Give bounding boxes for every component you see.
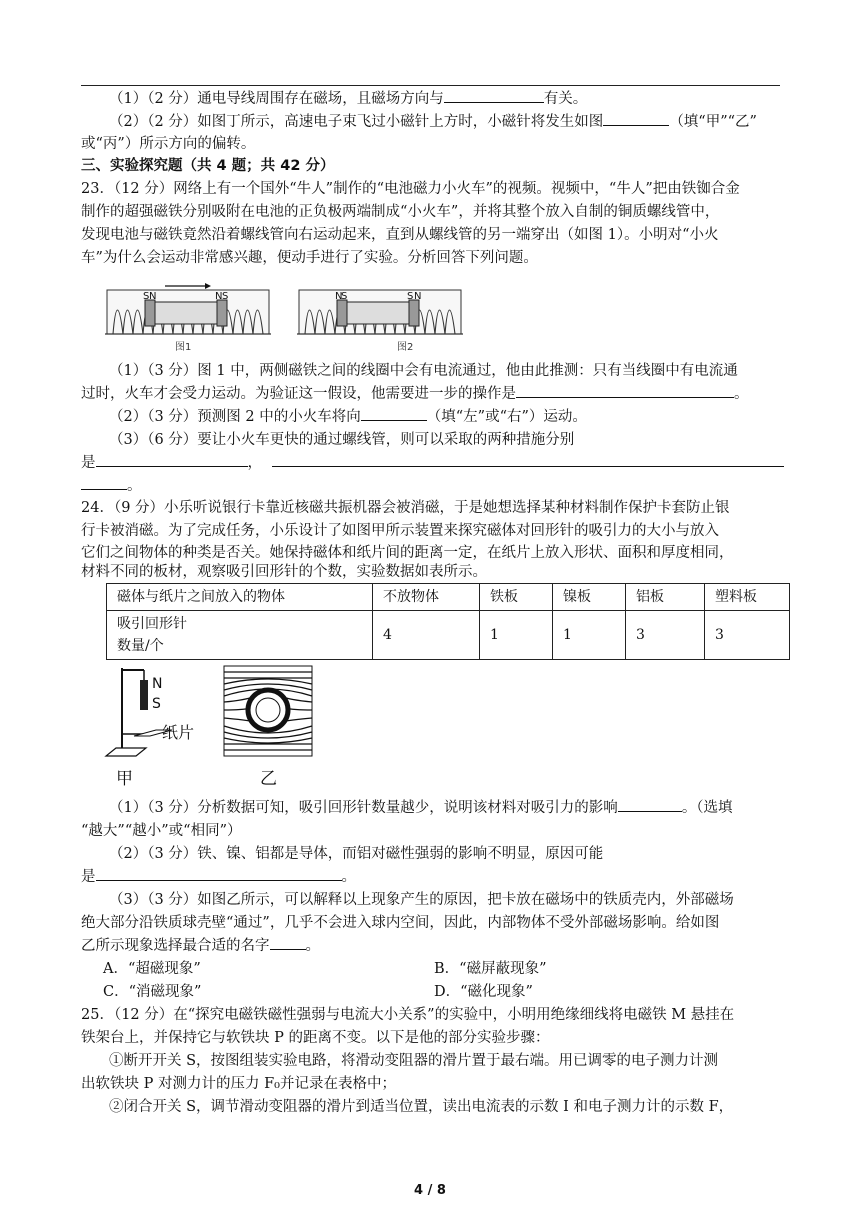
q24-part3-text: 乙所示现象选择最合适的名字 bbox=[81, 938, 270, 954]
q22-part1-text: （1）（2 分）通电导线周围存在磁场，且磁场方向与 bbox=[109, 91, 444, 107]
q22-part2 bbox=[81, 111, 757, 134]
q22-part2-tail: （填“甲”“乙” bbox=[669, 114, 757, 130]
solenoid-figures bbox=[105, 282, 465, 354]
section-title: 三、实验探究题（共 4 题；共 42 分） bbox=[81, 158, 335, 174]
q25-intro-1: 25．（12 分）在“探究电磁铁磁性强弱与电流大小关系”的实验中，小明用绝缘细线将电磁铁 M 悬挂在 bbox=[81, 1007, 735, 1023]
fig1-right-magnet-s: S bbox=[222, 291, 229, 302]
q23-intro-3: 发现电池与磁铁竟然沿着螺线管向右运动起来，直到从螺线管的另一端穿出（如图 1）。小明对“小火 bbox=[81, 227, 719, 243]
q23-answer-blank-3[interactable] bbox=[96, 452, 248, 467]
q25-step1-line2: 出软铁块 P 对测力计的压力 F₀并记录在表格中； bbox=[81, 1076, 396, 1092]
q23-answer-blank-4[interactable] bbox=[272, 452, 784, 467]
table-header-cell: 磁体与纸片之间放入的物体 bbox=[107, 584, 373, 611]
table-header-cell: 塑料板 bbox=[705, 584, 790, 611]
figure-1 bbox=[105, 283, 271, 353]
table-header-cell: 镍板 bbox=[553, 584, 626, 611]
q23-part3-line1: （3）（6 分）要让小火车更快的通过螺线管，则可以采取的两种措施分别 bbox=[109, 432, 575, 448]
page-number: 4 / 8 bbox=[414, 1183, 446, 1198]
fig1-left-magnet-s: S bbox=[143, 291, 150, 302]
q23-part1-text: （1）（3 分）图 1 中，两侧磁铁之间的线圈中会有电流通过，他由此推测：只有当线圈中有电流通 bbox=[109, 363, 738, 379]
figure-yi bbox=[222, 664, 314, 788]
q23-answer-blank-1[interactable] bbox=[516, 383, 734, 398]
q24-part2-prefix: 是 bbox=[81, 869, 96, 885]
q24-part3-period: 。 bbox=[305, 938, 320, 954]
figure-2 bbox=[297, 290, 463, 353]
q23-answer-blank-2[interactable] bbox=[361, 406, 427, 421]
q24-answer-blank-3[interactable] bbox=[270, 935, 306, 950]
q23-part2-text: （2）（3 分）预测图 2 中的小火车将向 bbox=[109, 409, 361, 425]
table-cell: 3 bbox=[705, 611, 790, 660]
q24-part3-line1: （3）（3 分）如图乙所示，可以解释以上现象产生的原因，把卡放在磁场中的铁质壳内，外部磁场 bbox=[109, 892, 734, 908]
option-d[interactable]: D．“磁化现象” bbox=[434, 984, 533, 1000]
header-rule bbox=[81, 85, 780, 86]
q23-part3-comma: ， bbox=[247, 455, 262, 471]
q25-step2-line1: ②闭合开关 S，调节滑动变阻器的滑片到适当位置，读出电流表的示数 I 和电子测力计的示数 F， bbox=[109, 1099, 734, 1115]
q24-intro-1: 24．（9 分）小乐听说银行卡靠近核磁共振机器会被消磁，于是她想选择某种材料制作保护卡套防止银 bbox=[81, 500, 730, 516]
q24-part1 bbox=[81, 797, 733, 820]
table-header-cell: 铝板 bbox=[626, 584, 705, 611]
row-label-line-2: 数量/个 bbox=[117, 638, 164, 654]
q22-part1-tail: 有关。 bbox=[543, 91, 588, 107]
jia-s-label: S bbox=[152, 696, 161, 712]
q23-intro-2: 制作的超强磁铁分别吸附在电池的正负极两端制成“小火车”，并将其整个放入自制的铜质螺线管中， bbox=[81, 204, 720, 220]
table-header-cell: 不放物体 bbox=[373, 584, 480, 611]
q24-part1-cont: “越大”“越小”或“相同”） bbox=[81, 823, 242, 839]
q23-part2-tail: （填“左”或“右”）运动。 bbox=[426, 409, 587, 425]
q23-answer-blank-5[interactable] bbox=[81, 475, 127, 490]
q23-part3-prefix: 是 bbox=[81, 455, 96, 471]
q24-answer-blank-2[interactable] bbox=[96, 866, 342, 881]
q23-part1-line1 bbox=[81, 360, 738, 383]
q22-answer-blank-2[interactable] bbox=[603, 111, 669, 126]
q24-part3-line3 bbox=[81, 935, 320, 958]
q23-part1-text-2: 过时，火车才会受力运动。为验证这一假设，他需要进一步的操作是 bbox=[81, 386, 516, 402]
q24-data-table bbox=[106, 583, 790, 660]
q23-intro-1: 23．（12 分）网络上有一个国外“牛人”制作的“电池磁力小火车”的视频。视频中，“牛人”把由铁铷合金 bbox=[81, 181, 740, 197]
q24-intro-2: 行卡被消磁。为了完成任务，小乐设计了如图甲所示装置来探究磁体对回形针的吸引力的大小与放入 bbox=[81, 523, 719, 539]
table-cell: 3 bbox=[626, 611, 705, 660]
q24-part2-line1: （2）（3 分）铁、镍、铝都是导体，而铝对磁性强弱的影响不明显，原因可能 bbox=[109, 846, 604, 862]
q24-part3-line2: 绝大部分沿铁质球壳壁“通过”，几乎不会进入球内空间，因此，内部物体不受外部磁场影响。给如图 bbox=[81, 915, 720, 931]
fig2-right-magnet-s: S bbox=[407, 291, 414, 302]
fig2-right-magnet-n: N bbox=[414, 291, 422, 302]
fig1-left-magnet-n: N bbox=[149, 291, 157, 302]
jia-n-label: N bbox=[152, 676, 163, 692]
q25-intro-2: 铁架台上，并保持它与软铁块 P 的距离不变。以下是他的部分实验步骤： bbox=[81, 1030, 550, 1046]
table-header-cell: 铁板 bbox=[480, 584, 553, 611]
q23-intro-4: 车”为什么会运动非常感兴趣，便动手进行了实验。分析回答下列问题。 bbox=[81, 250, 538, 266]
q24-part2-period: 。 bbox=[341, 869, 356, 885]
q24-part1-text: （1）（3 分）分析数据可知，吸引回形针数量越少，说明该材料对吸引力的影响 bbox=[109, 800, 618, 816]
q22-part2-text: （2）（2 分）如图丁所示，高速电子束飞过小磁针上方时，小磁针将发生如图 bbox=[109, 114, 604, 130]
q22-answer-blank-1[interactable] bbox=[444, 88, 544, 103]
q23-part2 bbox=[81, 406, 587, 429]
q24-intro-4: 材料不同的板材，观察吸引回形针的个数，实验数据如表所示。 bbox=[81, 564, 487, 580]
row-label-line-1: 吸引回形针 bbox=[117, 616, 187, 632]
table-row bbox=[107, 611, 790, 660]
fig2-caption: 图2 bbox=[397, 342, 414, 353]
q22-part2-cont: 或“丙”）所示方向的偏转。 bbox=[81, 136, 256, 152]
q22-part1 bbox=[81, 88, 587, 111]
q24-intro-3: 它们之间物体的种类是否关。她保持磁体和纸片间的距离一定，在纸片上放入形状、面积和厚度相同， bbox=[81, 545, 734, 561]
q24-answer-blank-1[interactable] bbox=[618, 797, 682, 812]
table-cell: 1 bbox=[480, 611, 553, 660]
table-header-row bbox=[107, 584, 790, 611]
option-a[interactable]: A．“超磁现象” bbox=[103, 961, 201, 977]
yi-caption: 乙 bbox=[260, 769, 277, 788]
fig1-right-magnet-n: N bbox=[215, 291, 223, 302]
q24-part1-tail: 。（选填 bbox=[681, 800, 733, 816]
q23-part3-line2 bbox=[81, 452, 784, 475]
table-cell: 1 bbox=[553, 611, 626, 660]
fig2-left-magnet-s: S bbox=[341, 291, 348, 302]
q25-step1-line1: ①断开开关 S，按图组装实验电路，将滑动变阻器的滑片置于最右端。用已调零的电子测力计测 bbox=[109, 1053, 719, 1069]
q23-part3-period: 。 bbox=[127, 478, 142, 494]
jia-paper-label: 纸片 bbox=[162, 723, 195, 742]
figure-jia bbox=[100, 664, 210, 788]
fig1-caption: 图1 bbox=[175, 342, 192, 353]
q24-part2-line2 bbox=[81, 866, 356, 889]
option-b[interactable]: B．“磁屏蔽现象” bbox=[434, 961, 547, 977]
q23-part1-line2 bbox=[81, 383, 749, 406]
q23-part1-period: 。 bbox=[734, 386, 749, 402]
table-cell: 4 bbox=[373, 611, 480, 660]
fig2-left-magnet-n: N bbox=[335, 291, 343, 302]
table-row-label bbox=[107, 611, 373, 660]
jia-caption: 甲 bbox=[116, 769, 133, 788]
option-c[interactable]: C．“消磁现象” bbox=[103, 984, 202, 1000]
q23-part3-line3 bbox=[81, 475, 142, 498]
